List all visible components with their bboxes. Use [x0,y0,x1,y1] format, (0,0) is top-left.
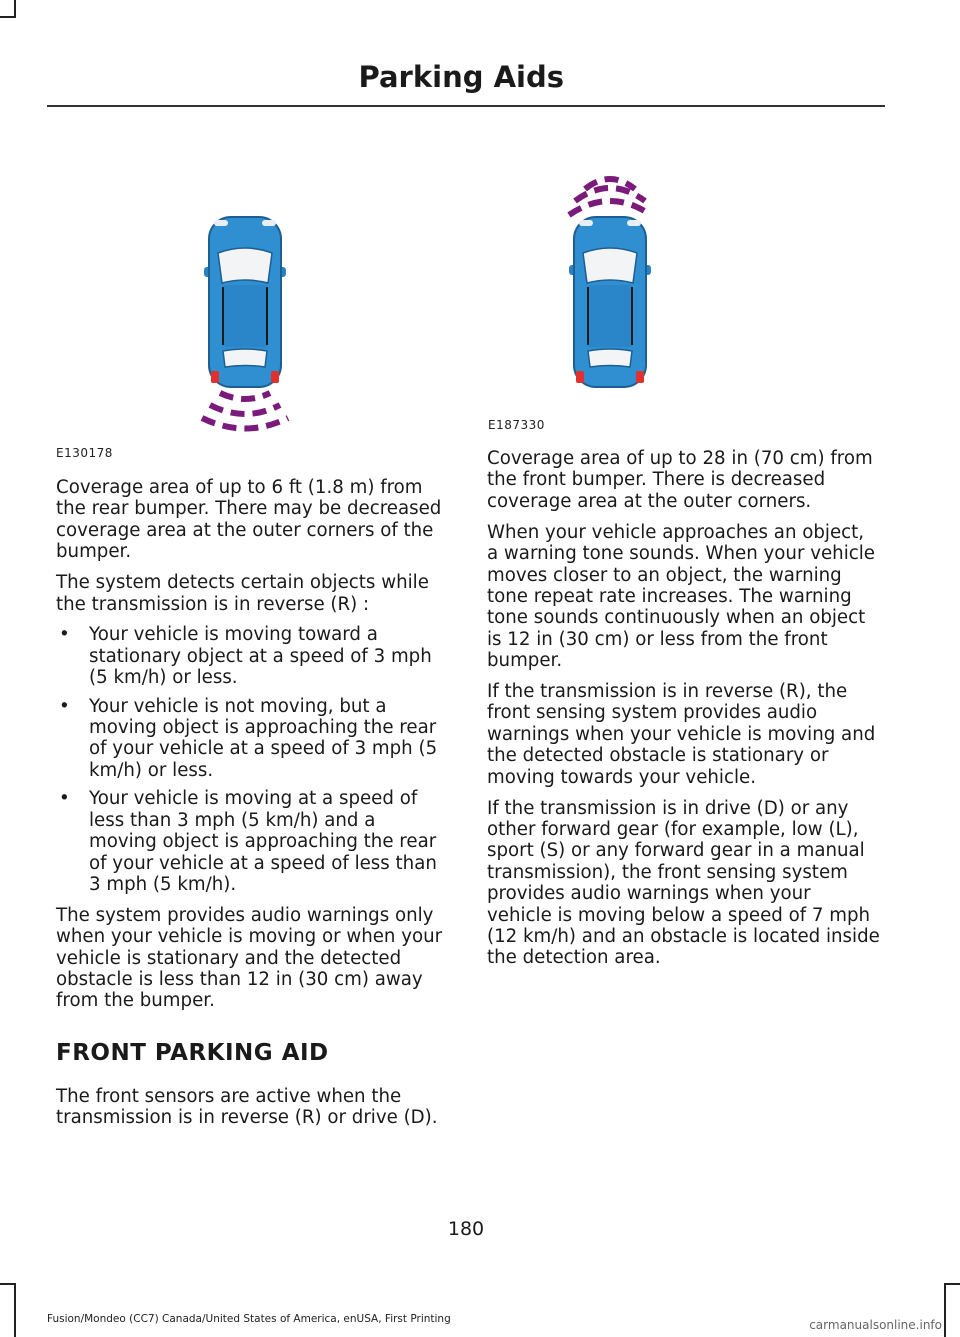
right-column [487,448,880,978]
detection-conditions-list [56,624,448,895]
crop-mark [944,1283,960,1285]
section-heading: FRONT PARKING AID [56,1039,329,1066]
figure-id-rear: E130178 [56,446,113,460]
footer-text: Fusion/Mondeo (CC7) Canada/United States of America, enUSA, First Printing [47,1313,451,1325]
drive-front-paragraph: If the transmission is in drive (D) or any other forward gear (for example, low (L), sport (S) or any forward gear in a manual transmission), the front sensing system provides audio warnings when your vehicle is moving below a speed of 7 mph (12 km/h) and an obstacle is located inside the detection area. [487,797,880,969]
page-number: 180 [447,1218,485,1240]
list-item: • Your vehicle is not moving, but a moving object is approaching the rear of your vehicle at a speed of 3 mph (5 km/h) or less. [56,696,448,782]
figure-id-front: E187330 [488,418,545,432]
crop-mark [944,1283,946,1337]
header-divider [47,105,885,107]
reverse-front-paragraph: If the transmission is in reverse (R), the front sensing system provides audio warnings when your vehicle is moving and the detected obstacle is stationary or moving towards your vehicle. [487,681,876,788]
audio-warning-paragraph: The system provides audio warnings only when your vehicle is moving or when your vehicle is stationary and the detected obstacle is less than 12 in (30 cm) away from the bumper. [56,904,443,1012]
crop-mark [0,16,16,18]
crop-mark [0,1283,16,1285]
page-title: Parking Aids [358,60,564,94]
left-column [56,477,448,1138]
front-coverage-paragraph: Coverage area of up to 28 in (70 cm) from the front bumper. There is decreased coverage area at the outer corners. [487,448,873,512]
car-rear-sensing-illustration [190,205,300,445]
list-item: • Your vehicle is moving at a speed of less than 3 mph (5 km/h) and a moving object is approaching the rear of your vehicle at a speed of less than 3 mph (5 km/h). [56,788,448,895]
reverse-detection-intro: The system detects certain objects while the transmission is in reverse (R) : [56,572,429,615]
front-sensors-paragraph: The front sensors are active when the transmission is in reverse (R) or drive (D). [56,1085,438,1129]
rear-coverage-paragraph: Coverage area of up to 6 ft (1.8 m) from the rear bumper. There may be decreased coverage area at the outer corners of the bumper. [56,477,442,563]
crop-mark [14,1283,16,1337]
car-front-sensing-illustration [555,165,665,395]
front-sensor-figure [555,165,665,395]
list-item: • Your vehicle is moving toward a stationary object at a speed of 3 mph (5 km/h) or less. [56,624,448,688]
watermark: carmanualsonline.info [809,1318,942,1332]
warning-tone-paragraph: When your vehicle approaches an object, a warning tone sounds. When your vehicle moves closer to an object, the warning tone repeat rate increases. The warning tone sounds continuously when an object is 12 in (30 cm) or less from the front bumper. [487,521,875,672]
rear-sensor-figure [190,205,300,445]
